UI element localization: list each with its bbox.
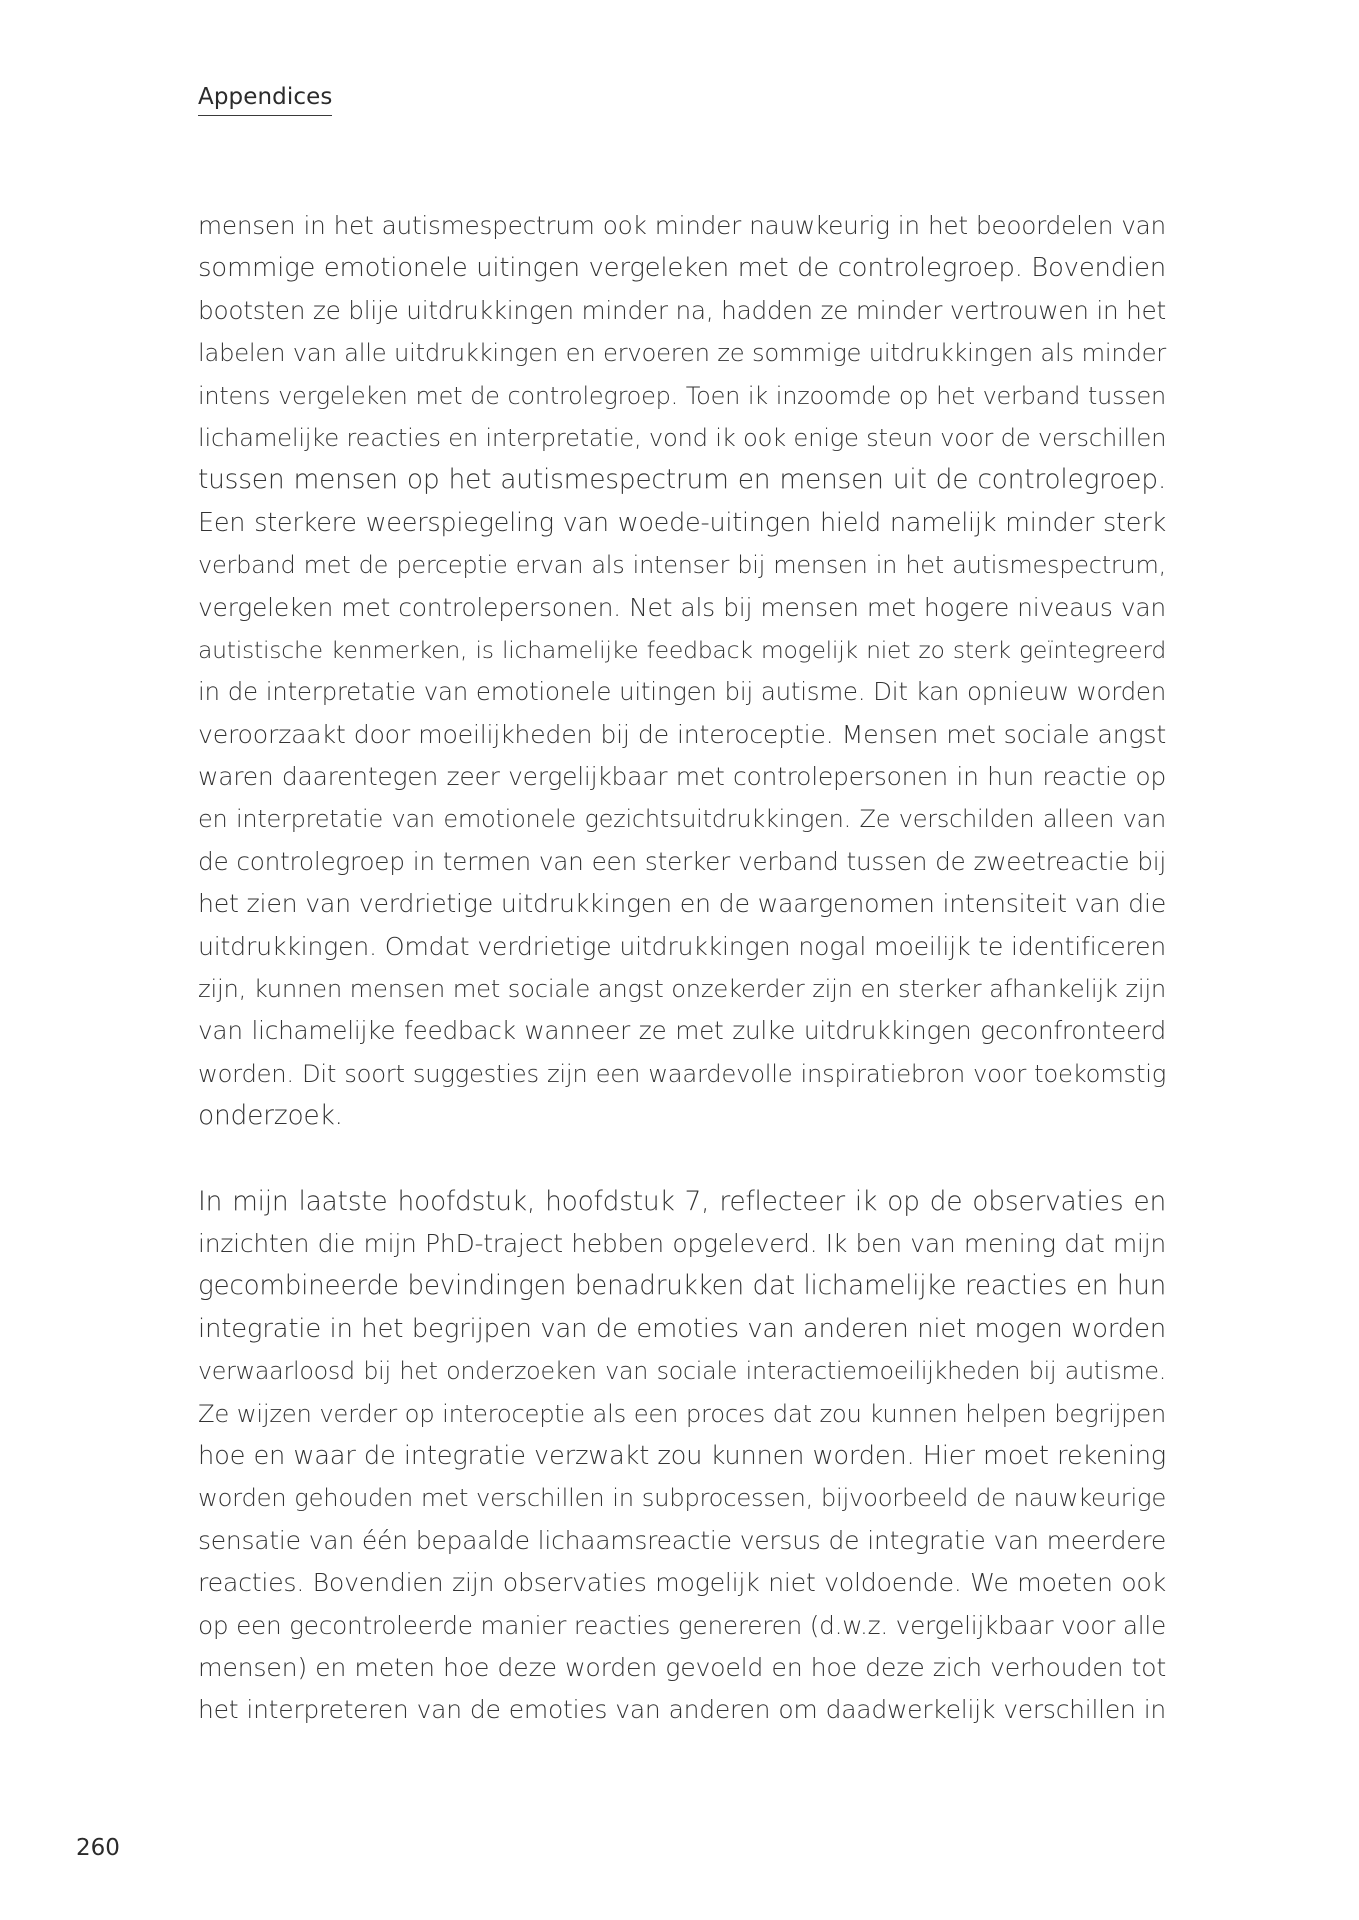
text-line: het zien van verdrietige uitdrukkingen en de waargenomen intensiteit van die [198, 889, 1166, 919]
text-line: inzichten die mijn PhD-traject hebben opgeleverd. Ik ben van mening dat mijn [198, 1228, 1166, 1258]
text-line: reacties. Bovendien zijn observaties mogelijk niet voldoende. We moeten ook [198, 1568, 1166, 1598]
text-line: uitdrukkingen. Omdat verdrietige uitdrukkingen nogal moeilijk te identificeren [198, 931, 1166, 961]
paragraph-2 [198, 1181, 1166, 1732]
text-line: waren daarentegen zeer vergelijkbaar met controlepersonen in hun reactie op [198, 762, 1166, 792]
text-line: sommige emotionele uitingen vergeleken met de controlegroep. Bovendien [198, 253, 1166, 284]
body-text [198, 205, 1166, 1732]
text-line: het interpreteren van de emoties van anderen om daadwerkelijk verschillen in [198, 1695, 1166, 1725]
text-line: vergeleken met controlepersonen. Net als bij mensen met hogere niveaus van [198, 592, 1166, 622]
text-line: intens vergeleken met de controlegroep. Toen ik inzoomde op het verband tussen [198, 381, 1166, 410]
text-line: in de interpretatie van emotionele uitingen bij autisme. Dit kan opnieuw worden [198, 677, 1166, 707]
text-line: integratie in het begrijpen van de emoties van anderen niet mogen worden [198, 1313, 1166, 1344]
text-line: Ze wijzen verder op interoceptie als een proces dat zou kunnen helpen begrijpen [198, 1398, 1166, 1428]
text-line: hoe en waar de integratie verzwakt zou kunnen worden. Hier moet rekening [198, 1440, 1166, 1471]
text-line: van lichamelijke feedback wanneer ze met zulke uitdrukkingen geconfronteerd [198, 1016, 1166, 1046]
text-line: en interpretatie van emotionele gezichtsuitdrukkingen. Ze verschilden alleen van [198, 805, 1166, 834]
text-line: verband met de perceptie ervan als intenser bij mensen in het autismespectrum, [198, 551, 1166, 580]
page-number: 260 [76, 1835, 120, 1861]
text-line: veroorzaakt door moeilijkheden bij de interoceptie. Mensen met sociale angst [198, 719, 1166, 749]
paragraph-gap [198, 1138, 1166, 1181]
text-line: mensen) en meten hoe deze worden gevoeld en hoe deze zich verhouden tot [198, 1652, 1166, 1682]
text-line: worden gehouden met verschillen in subprocessen, bijvoorbeeld de nauwkeurige [198, 1483, 1166, 1513]
text-line: autistische kenmerken, is lichamelijke feedback mogelijk niet zo sterk geïntegreerd [198, 635, 1166, 664]
running-header: Appendices [198, 82, 332, 116]
text-line: onderzoek. [198, 1100, 343, 1132]
text-line: mensen in het autismespectrum ook minder nauwkeurig in het beoordelen van [198, 211, 1166, 240]
text-line: zijn, kunnen mensen met sociale angst onzekerder zijn en sterker afhankelijk zijn [198, 974, 1166, 1004]
text-line: op een gecontroleerde manier reacties genereren (d.w.z. vergelijkbaar voor alle [198, 1610, 1166, 1640]
text-line: gecombineerde bevindingen benadrukken dat lichamelijke reacties en hun [198, 1271, 1166, 1302]
text-line: labelen van alle uitdrukkingen en ervoeren ze sommige uitdrukkingen als minder [198, 338, 1166, 368]
text-line: In mijn laatste hoofdstuk, hoofdstuk 7, reflecteer ik op de observaties en [198, 1185, 1166, 1217]
text-line: bootsten ze blije uitdrukkingen minder na, hadden ze minder vertrouwen in het [198, 295, 1166, 325]
text-line: lichamelijke reacties en interpretatie, vond ik ook enige steun voor de verschillen [198, 422, 1167, 452]
paragraph-1 [198, 205, 1166, 1138]
text-line: worden. Dit soort suggesties zijn een waardevolle inspiratiebron voor toekomstig [198, 1058, 1166, 1088]
text-line: de controlegroep in termen van een sterker verband tussen de zweetreactie bij [198, 846, 1166, 876]
text-line: verwaarloosd bij het onderzoeken van sociale interactiemoeilijkheden bij autisme. [198, 1357, 1166, 1386]
text-line: Een sterkere weerspiegeling van woede-uitingen hield namelijk minder sterk [198, 507, 1166, 538]
text-line: tussen mensen op het autismespectrum en mensen uit de controlegroep. [198, 464, 1166, 496]
text-line: sensatie van één bepaalde lichaamsreactie versus de integratie van meerdere [198, 1525, 1166, 1555]
